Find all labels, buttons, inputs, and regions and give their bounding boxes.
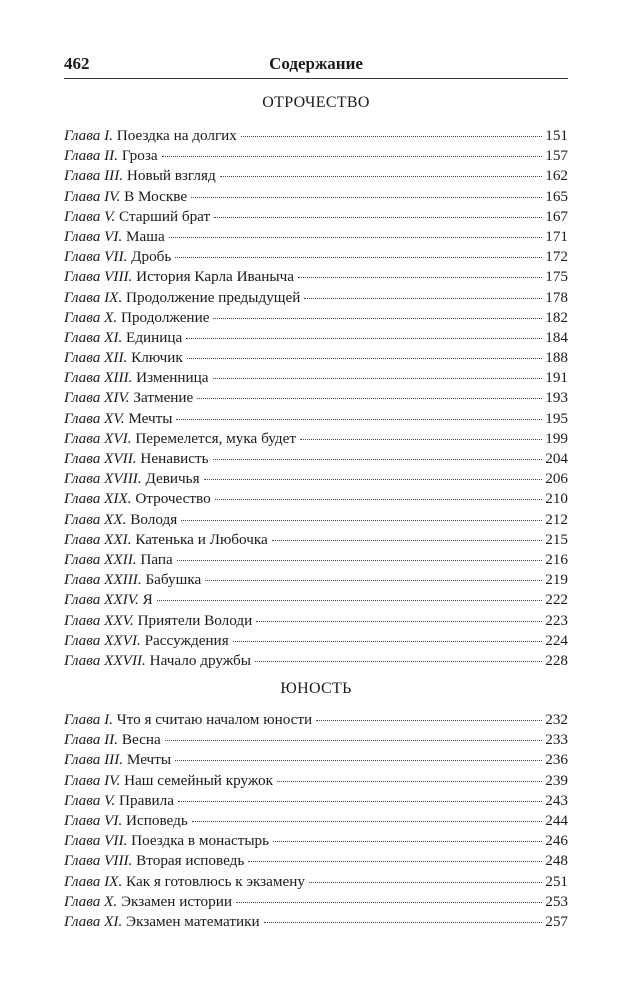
toc-entry bbox=[64, 166, 568, 186]
chapter-title: Единица bbox=[126, 328, 183, 346]
dot-leader bbox=[176, 419, 542, 420]
chapter-label: Глава VII. bbox=[64, 832, 128, 850]
chapter-label: Глава XIV. bbox=[64, 389, 130, 407]
chapter-label: Глава XI. bbox=[64, 328, 123, 346]
chapter-label: Глава XXVII. bbox=[64, 651, 146, 669]
dot-leader bbox=[213, 318, 542, 319]
dot-leader bbox=[233, 641, 543, 642]
chapter-label: Глава XXIII. bbox=[64, 571, 142, 589]
chapter-title: Приятели Володи bbox=[137, 611, 253, 629]
chapter-label: Глава IX. bbox=[64, 288, 123, 306]
dot-leader bbox=[213, 378, 543, 379]
toc-entry bbox=[64, 912, 568, 932]
chapter-label: Глава XVI. bbox=[64, 429, 132, 447]
toc-entry bbox=[64, 489, 568, 509]
chapter-title: Мечты bbox=[126, 751, 172, 769]
toc-list bbox=[64, 126, 568, 671]
page-ref: 206 bbox=[545, 470, 568, 488]
page-number: 462 bbox=[64, 54, 90, 73]
chapter-title: Старший брат bbox=[119, 207, 211, 225]
chapter-title: Экзамен истории bbox=[120, 892, 232, 910]
page-ref: 151 bbox=[545, 127, 568, 144]
page-ref: 210 bbox=[545, 490, 568, 508]
chapter-title: Гроза bbox=[121, 147, 158, 165]
dot-leader bbox=[215, 499, 543, 500]
toc-entry bbox=[64, 469, 568, 489]
page-ref: 204 bbox=[545, 450, 568, 467]
chapter-label: Глава IV. bbox=[64, 771, 121, 789]
page-ref: 162 bbox=[545, 167, 568, 185]
toc-entry bbox=[64, 227, 568, 247]
page-ref: 224 bbox=[545, 631, 568, 649]
toc-entry bbox=[64, 267, 568, 287]
page-ref: 243 bbox=[545, 791, 568, 809]
toc-entry bbox=[64, 550, 568, 570]
chapter-title: Изменница bbox=[136, 369, 209, 387]
chapter-label: Глава XXV. bbox=[64, 611, 134, 629]
toc-entry bbox=[64, 570, 568, 590]
dot-leader bbox=[175, 760, 542, 761]
dot-leader bbox=[197, 398, 542, 399]
toc-entry bbox=[64, 388, 568, 408]
chapter-title: Рассуждения bbox=[144, 631, 229, 649]
page-ref: 182 bbox=[545, 308, 568, 326]
page-ref: 212 bbox=[545, 510, 568, 528]
dot-leader bbox=[256, 621, 542, 622]
page-ref: 246 bbox=[545, 832, 568, 850]
chapter-title: История Карла Иваныча bbox=[136, 268, 294, 286]
dot-leader bbox=[162, 156, 543, 157]
toc-entry bbox=[64, 187, 568, 207]
dot-leader bbox=[255, 661, 542, 662]
dot-leader bbox=[214, 217, 542, 218]
page-ref: 172 bbox=[545, 248, 568, 266]
page-ref: 178 bbox=[545, 288, 568, 306]
toc-entry bbox=[64, 409, 568, 429]
page-ref: 165 bbox=[545, 187, 568, 205]
chapter-title: Затмение bbox=[133, 389, 194, 407]
toc-entry bbox=[64, 831, 568, 851]
chapter-title: Продолжение предыдущей bbox=[126, 288, 301, 306]
page-ref: 184 bbox=[545, 328, 568, 346]
chapter-label: Глава XXII. bbox=[64, 550, 137, 568]
chapter-label: Глава VIII. bbox=[64, 268, 133, 286]
toc-entry bbox=[64, 590, 568, 610]
dot-leader bbox=[213, 459, 543, 460]
dot-leader bbox=[236, 902, 542, 903]
dot-leader bbox=[191, 197, 542, 198]
toc-entry bbox=[64, 530, 568, 550]
dot-leader bbox=[264, 922, 543, 923]
dot-leader bbox=[272, 540, 542, 541]
chapter-label: Глава XX. bbox=[64, 510, 127, 528]
toc-entry bbox=[64, 872, 568, 892]
chapter-label: Глава V. bbox=[64, 791, 116, 809]
chapter-label: Глава XV. bbox=[64, 409, 125, 427]
chapter-label: Глава XVIII. bbox=[64, 470, 142, 488]
dot-leader bbox=[165, 740, 543, 741]
chapter-title: Дробь bbox=[131, 248, 172, 266]
toc-entry bbox=[64, 651, 568, 671]
chapter-label: Глава VI. bbox=[64, 227, 123, 245]
dot-leader bbox=[304, 298, 542, 299]
dot-leader bbox=[298, 277, 542, 278]
chapter-label: Глава IX. bbox=[64, 872, 123, 890]
chapter-label: Глава XVII. bbox=[64, 450, 137, 467]
chapter-label: Глава II. bbox=[64, 731, 119, 749]
chapter-title: Маша bbox=[126, 227, 165, 245]
page-ref: 253 bbox=[545, 892, 568, 910]
dot-leader bbox=[192, 821, 542, 822]
dot-leader bbox=[157, 600, 542, 601]
toc-list bbox=[64, 710, 568, 932]
chapter-label: Глава V. bbox=[64, 207, 116, 225]
toc-entry bbox=[64, 207, 568, 227]
chapter-title: Папа bbox=[140, 550, 173, 568]
page-ref: 216 bbox=[545, 550, 568, 568]
toc-entry bbox=[64, 771, 568, 791]
page-ref: 244 bbox=[545, 811, 568, 829]
dot-leader bbox=[241, 136, 542, 137]
toc-entry bbox=[64, 348, 568, 368]
chapter-label: Глава II. bbox=[64, 147, 119, 165]
chapter-label: Глава XXVI. bbox=[64, 631, 141, 649]
chapter-title: Перемелется, мука будет bbox=[135, 429, 296, 447]
page-ref: 257 bbox=[545, 912, 568, 930]
chapter-label: Глава XXIV. bbox=[64, 591, 139, 609]
chapter-title: Исповедь bbox=[126, 811, 188, 829]
toc-entry bbox=[64, 791, 568, 811]
section-title: ЮНОСТЬ bbox=[280, 680, 352, 697]
chapter-title: Начало дружбы bbox=[149, 651, 251, 669]
dot-leader bbox=[205, 580, 542, 581]
section-yunost bbox=[64, 678, 568, 932]
dot-leader bbox=[300, 439, 542, 440]
chapter-title: Вторая исповедь bbox=[136, 852, 245, 870]
chapter-label: Глава XIII. bbox=[64, 369, 133, 387]
toc-entry bbox=[64, 368, 568, 388]
toc-entry bbox=[64, 631, 568, 651]
page-ref: 239 bbox=[545, 771, 568, 789]
toc-entry bbox=[64, 429, 568, 449]
page-ref: 175 bbox=[545, 268, 568, 286]
chapter-label: Глава XXI. bbox=[64, 530, 132, 548]
page-ref: 157 bbox=[545, 147, 568, 165]
chapter-label: Глава I. bbox=[64, 711, 113, 728]
dot-leader bbox=[169, 237, 542, 238]
toc-entry bbox=[64, 811, 568, 831]
toc-entry bbox=[64, 730, 568, 750]
chapter-title: Ключик bbox=[131, 349, 183, 367]
dot-leader bbox=[248, 861, 542, 862]
dot-leader bbox=[273, 841, 542, 842]
chapter-title: Как я готовлюсь к экзамену bbox=[126, 872, 305, 890]
toc-entry bbox=[64, 611, 568, 631]
dot-leader bbox=[186, 338, 542, 339]
chapter-title: Экзамен математики bbox=[126, 912, 260, 930]
page-ref: 222 bbox=[545, 591, 568, 609]
page-ref: 171 bbox=[545, 227, 568, 245]
page-ref: 248 bbox=[545, 852, 568, 870]
toc-entry bbox=[64, 288, 568, 308]
dot-leader bbox=[309, 882, 542, 883]
page-ref: 236 bbox=[545, 751, 568, 769]
chapter-label: Глава VIII. bbox=[64, 852, 133, 870]
chapter-title: Наш семейный кружок bbox=[124, 771, 273, 789]
chapter-title: Бабушка bbox=[145, 571, 202, 589]
toc-entry bbox=[64, 710, 568, 730]
chapter-label: Глава XII. bbox=[64, 349, 128, 367]
chapter-label: Глава VII. bbox=[64, 248, 128, 266]
chapter-label: Глава X. bbox=[64, 892, 118, 910]
page-ref: 195 bbox=[545, 409, 568, 427]
section-otrochestvo bbox=[64, 92, 568, 671]
page-ref: 232 bbox=[545, 711, 568, 728]
toc-entry bbox=[64, 750, 568, 770]
page-ref: 233 bbox=[545, 731, 568, 749]
chapter-title: Что я считаю началом юности bbox=[116, 711, 313, 728]
chapter-label: Глава III. bbox=[64, 167, 124, 185]
chapter-title: Правила bbox=[119, 791, 174, 809]
chapter-label: Глава IV. bbox=[64, 187, 121, 205]
toc-entry bbox=[64, 126, 568, 146]
dot-leader bbox=[204, 479, 543, 480]
page-ref: 219 bbox=[545, 571, 568, 589]
toc-entry bbox=[64, 308, 568, 328]
chapter-title: Новый взгляд bbox=[126, 167, 216, 185]
page-ref: 167 bbox=[545, 207, 568, 225]
page-ref: 223 bbox=[545, 611, 568, 629]
page-ref: 193 bbox=[545, 389, 568, 407]
page-ref: 215 bbox=[545, 530, 568, 548]
chapter-label: Глава X. bbox=[64, 308, 118, 326]
toc-entry bbox=[64, 851, 568, 871]
toc-entry bbox=[64, 510, 568, 530]
chapter-title: Поездка в монастырь bbox=[131, 832, 270, 850]
chapter-title: Я bbox=[142, 591, 153, 609]
dot-leader bbox=[220, 176, 543, 177]
chapter-title: В Москве bbox=[124, 187, 188, 205]
chapter-title: Катенька и Любочка bbox=[135, 530, 268, 548]
page-ref: 188 bbox=[545, 349, 568, 367]
chapter-title: Ненависть bbox=[140, 450, 209, 467]
page-ref: 228 bbox=[545, 651, 568, 669]
chapter-title: Весна bbox=[121, 731, 161, 749]
chapter-label: Глава VI. bbox=[64, 811, 123, 829]
chapter-label: Глава III. bbox=[64, 751, 124, 769]
chapter-title: Володя bbox=[130, 510, 178, 528]
dot-leader bbox=[187, 358, 542, 359]
chapter-title: Поездка на долгих bbox=[116, 127, 237, 144]
dot-leader bbox=[316, 720, 542, 721]
chapter-label: Глава XI. bbox=[64, 912, 123, 930]
chapter-title: Девичья bbox=[145, 470, 200, 488]
dot-leader bbox=[175, 257, 542, 258]
toc-entry bbox=[64, 328, 568, 348]
dot-leader bbox=[178, 801, 542, 802]
dot-leader bbox=[177, 560, 542, 561]
toc-entry bbox=[64, 146, 568, 166]
toc-entry bbox=[64, 247, 568, 267]
toc-entry bbox=[64, 449, 568, 469]
dot-leader bbox=[181, 520, 542, 521]
running-title: Содержание bbox=[269, 54, 363, 73]
page-ref: 191 bbox=[545, 369, 568, 387]
chapter-title: Отрочество bbox=[135, 490, 211, 508]
dot-leader bbox=[277, 781, 542, 782]
toc-entry bbox=[64, 892, 568, 912]
page-header bbox=[64, 52, 568, 79]
page-ref: 251 bbox=[545, 872, 568, 890]
chapter-title: Продолжение bbox=[120, 308, 210, 326]
chapter-title: Мечты bbox=[128, 409, 173, 427]
page-ref: 199 bbox=[545, 429, 568, 447]
section-title: ОТРОЧЕСТВО bbox=[262, 94, 370, 111]
chapter-label: Глава I. bbox=[64, 127, 113, 144]
chapter-label: Глава XIX. bbox=[64, 490, 132, 508]
